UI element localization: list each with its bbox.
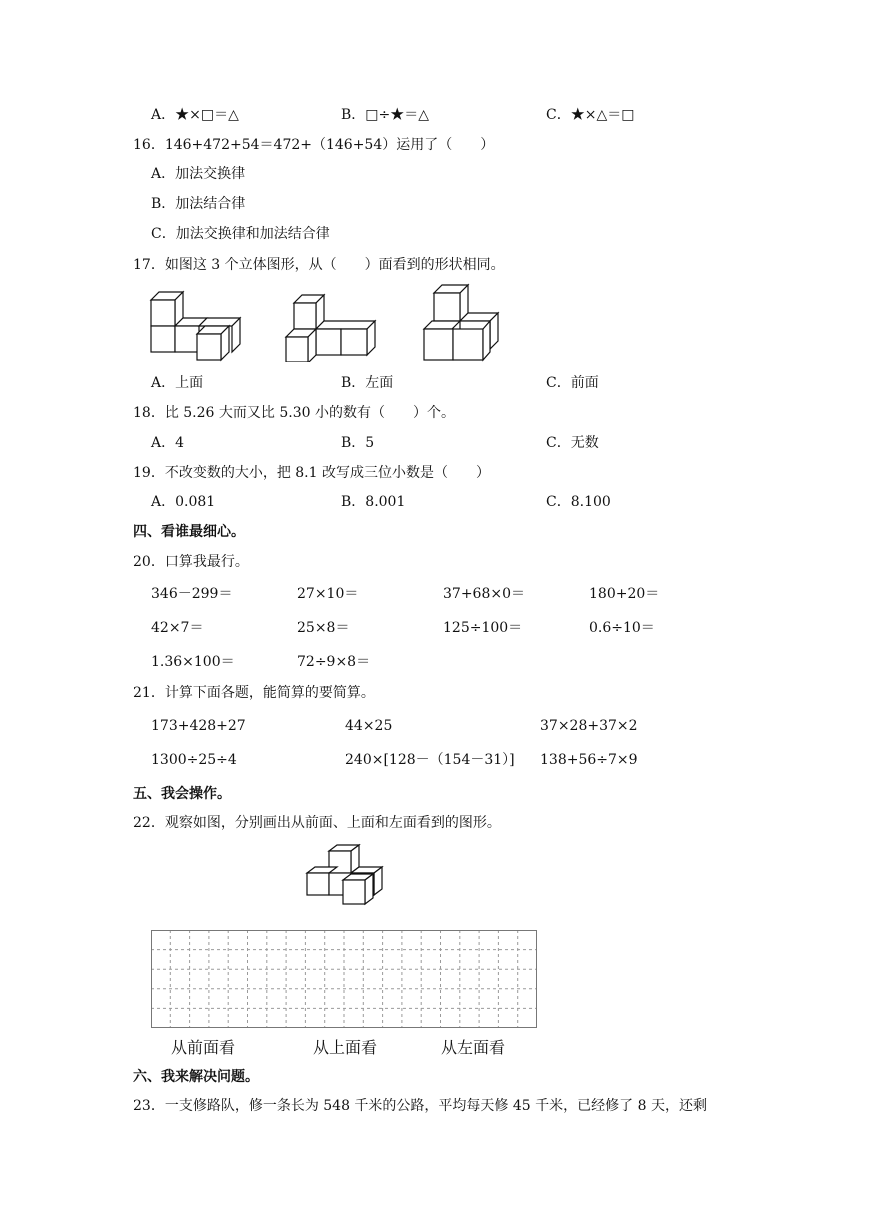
q16-stem: 16．146+472+54＝472+（146+54）运用了（ ） — [133, 137, 495, 153]
q20-item: 125÷100＝ — [443, 620, 523, 636]
q17-option-c: C．前面 — [546, 375, 599, 391]
q21-item: 44×25 — [345, 718, 393, 734]
q21-item: 173+428+27 — [151, 718, 246, 734]
section-6-heading: 六、我来解决问题。 — [133, 1069, 259, 1085]
q20-item: 1.36×100＝ — [151, 654, 235, 670]
q15-option-a: A．★×□＝△ — [151, 107, 239, 123]
q20-item: 72÷9×8＝ — [297, 654, 371, 670]
q16-option-a: A．加法交换律 — [151, 166, 246, 182]
q21-item: 37×28+37×2 — [540, 718, 638, 734]
q16-option-c: C．加法交换律和加法结合律 — [151, 226, 330, 242]
caption-left-view: 从左面看 — [441, 1038, 506, 1057]
q20-item: 180+20＝ — [589, 586, 660, 602]
q17-stem: 17．如图这 3 个立体图形，从（ ）面看到的形状相同。 — [133, 257, 505, 273]
q23-stem: 23．一支修路队，修一条长为 548 千米的公路，平均每天修 45 千米，已经修了 8 天，还剩 — [133, 1098, 707, 1114]
q15-option-c: C．★×△＝□ — [546, 107, 635, 123]
q20-item: 346－299＝ — [151, 586, 233, 602]
caption-front-view: 从前面看 — [171, 1038, 236, 1057]
q18-option-a: A．4 — [151, 435, 185, 451]
section-5-heading: 五、我会操作。 — [133, 786, 231, 802]
q21-item: 138+56÷7×9 — [540, 752, 638, 768]
q22-stem: 22．观察如图，分别画出从前面、上面和左面看到的图形。 — [133, 815, 501, 831]
q18-stem: 18．比 5.26 大而又比 5.30 小的数有（ ）个。 — [133, 405, 455, 421]
caption-top-view: 从上面看 — [313, 1038, 378, 1057]
cube-figure-4 — [304, 843, 386, 907]
cube-figure-2 — [283, 290, 379, 362]
q21-stem: 21．计算下面各题，能简算的要简算。 — [133, 685, 375, 701]
q16-option-b: B．加法结合律 — [151, 196, 246, 212]
q19-stem: 19．不改变数的大小，把 8.1 改写成三位小数是（ ） — [133, 465, 490, 481]
q19-option-c: C．8.100 — [546, 494, 611, 510]
q20-item: 25×8＝ — [297, 620, 350, 636]
cube-figure-3 — [421, 281, 501, 363]
q15-option-b: B．□÷★＝△ — [341, 107, 430, 123]
cube-figure-1 — [148, 287, 244, 363]
q17-option-a: A．上面 — [151, 375, 204, 391]
q19-option-a: A．0.081 — [151, 494, 216, 510]
section-4-heading: 四、看谁最细心。 — [133, 524, 245, 540]
q20-item: 42×7＝ — [151, 620, 204, 636]
drawing-grid[interactable] — [151, 930, 537, 1028]
q18-option-c: C．无数 — [546, 435, 599, 451]
q20-stem: 20．口算我最行。 — [133, 554, 249, 570]
q17-option-b: B．左面 — [341, 375, 394, 391]
q21-item: 240×[128－（154－31）] — [345, 752, 515, 768]
q21-item: 1300÷25÷4 — [151, 752, 237, 768]
q20-item: 27×10＝ — [297, 586, 359, 602]
q18-option-b: B．5 — [341, 435, 375, 451]
q20-item: 0.6÷10＝ — [589, 620, 655, 636]
q20-item: 37+68×0＝ — [443, 586, 525, 602]
q19-option-b: B．8.001 — [341, 494, 406, 510]
